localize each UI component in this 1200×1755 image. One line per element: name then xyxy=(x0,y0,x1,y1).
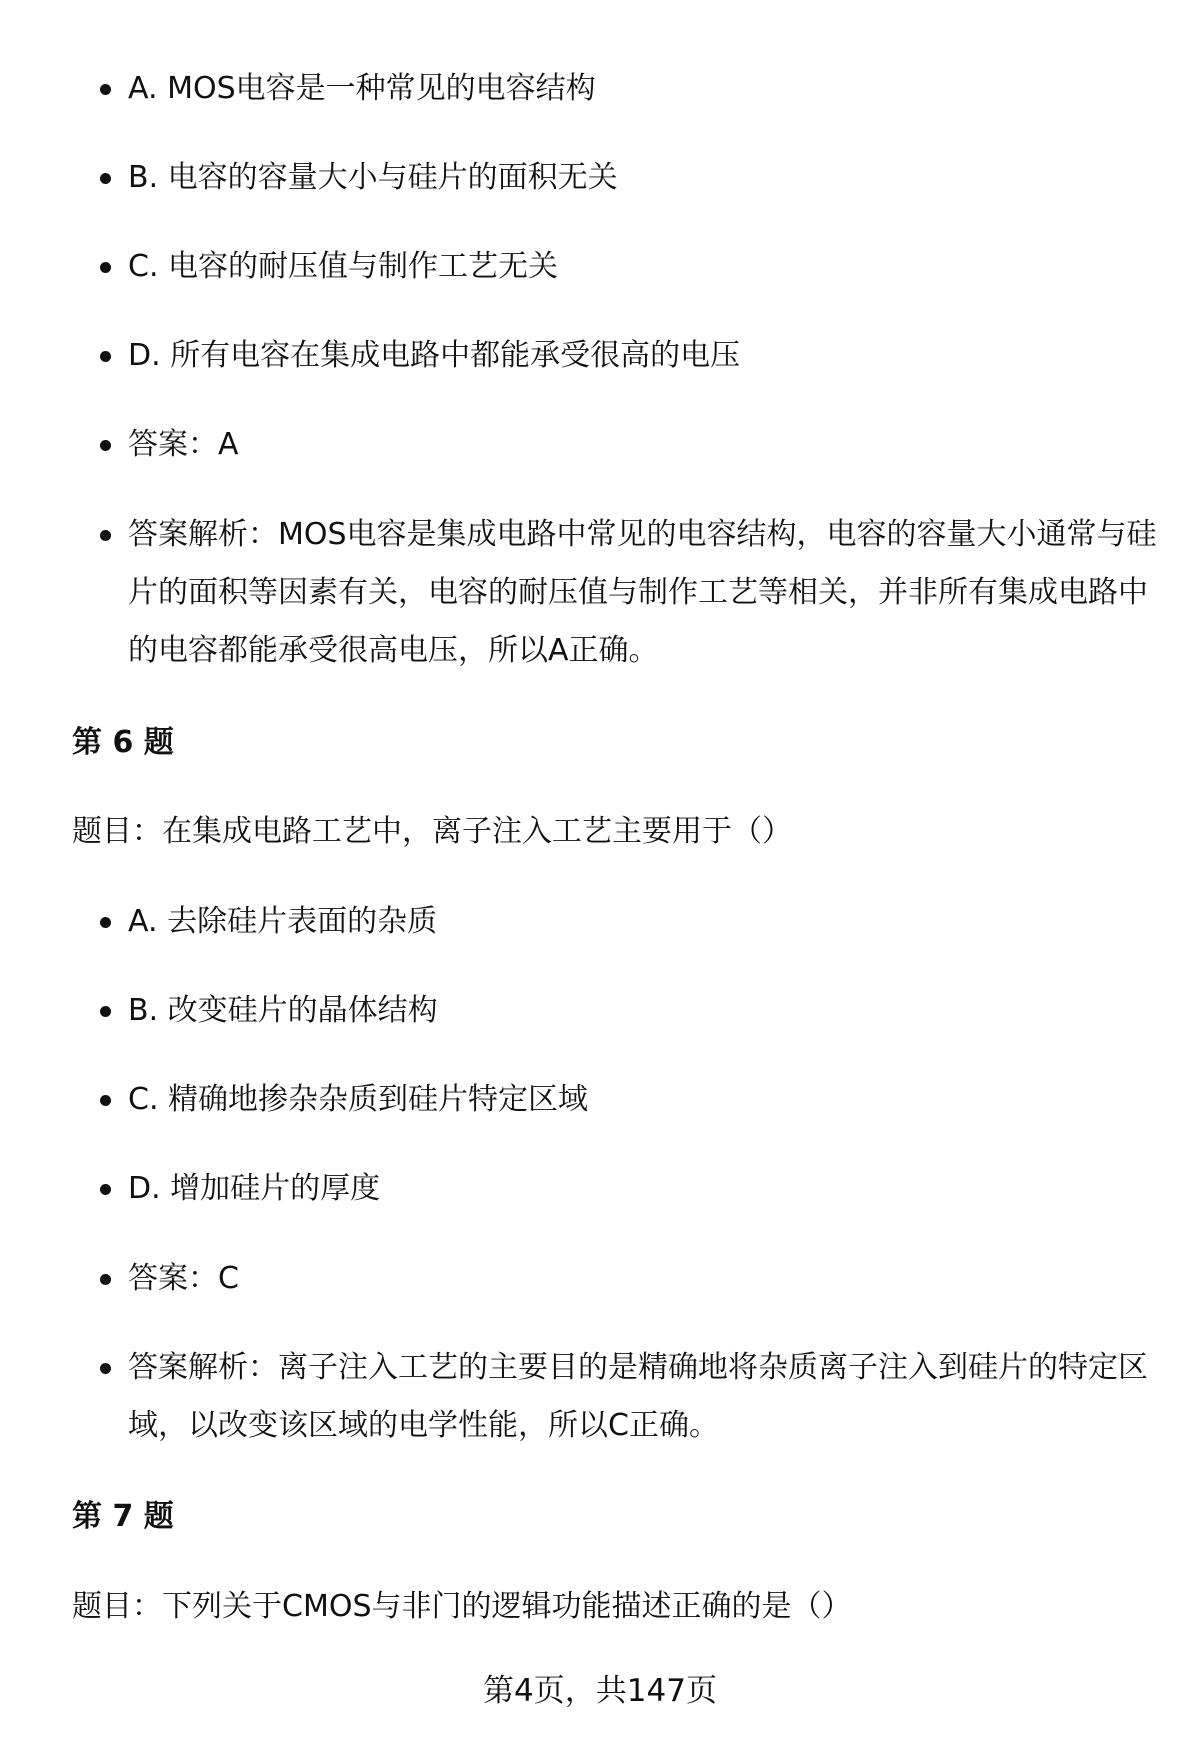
option-c xyxy=(128,1071,1158,1129)
explanation-text: 答案解析：离子注入工艺的主要目的是精确地将杂质离子注入到硅片的特定区域，以改变该区域的电学性能，所以C正确。 xyxy=(128,1350,1148,1443)
option-a xyxy=(128,893,1158,951)
bullet-icon xyxy=(100,917,111,928)
bullet-icon xyxy=(100,440,111,451)
bullet-icon xyxy=(100,173,111,184)
answer-text: 答案：C xyxy=(128,1261,239,1296)
bullet-icon xyxy=(100,1184,111,1195)
bullet-icon xyxy=(100,1363,111,1374)
option-d xyxy=(128,327,1158,385)
page-number: 第4页，共147页 xyxy=(483,1673,717,1709)
answer-text: 答案：A xyxy=(128,427,239,462)
bullet-icon xyxy=(100,351,111,362)
option-text: A. MOS电容是一种常见的电容结构 xyxy=(128,71,596,106)
bullet-icon xyxy=(100,84,111,95)
answer-explanation xyxy=(128,506,1158,680)
explanation-text: 答案解析：MOS电容是集成电路中常见的电容结构，电容的容量大小通常与硅片的面积等因素有关，电容的耐压值与制作工艺等相关，并非所有集成电路中的电容都能承受很高电压，所以A正确。 xyxy=(128,517,1157,668)
option-text: B. 改变硅片的晶体结构 xyxy=(128,993,438,1028)
option-d xyxy=(128,1160,1158,1218)
option-a xyxy=(128,60,1158,118)
bullet-icon xyxy=(100,1274,111,1285)
bullet-icon xyxy=(100,1095,111,1106)
option-text: C. 电容的耐压值与制作工艺无关 xyxy=(128,249,559,284)
option-c xyxy=(128,238,1158,296)
option-text: D. 增加硅片的厚度 xyxy=(128,1171,381,1206)
bullet-icon xyxy=(100,530,111,541)
option-text: D. 所有电容在集成电路中都能承受很高的电压 xyxy=(128,338,741,373)
question-text: 题目：在集成电路工艺中，离子注入工艺主要用于（） xyxy=(72,814,792,849)
bullet-icon xyxy=(100,1006,111,1017)
question-text: 题目：下列关于CMOS与非门的逻辑功能描述正确的是（） xyxy=(72,1589,852,1624)
option-text: A. 去除硅片表面的杂质 xyxy=(128,904,438,939)
answer xyxy=(128,416,1158,474)
answer xyxy=(128,1250,1158,1308)
question-heading: 第 7 题 xyxy=(72,1499,174,1534)
option-text: C. 精确地掺杂杂质到硅片特定区域 xyxy=(128,1082,589,1117)
question-heading: 第 6 题 xyxy=(72,725,174,760)
bullet-icon xyxy=(100,262,111,273)
answer-explanation xyxy=(128,1339,1158,1455)
option-b xyxy=(128,149,1158,207)
option-text: B. 电容的容量大小与硅片的面积无关 xyxy=(128,160,618,195)
option-b xyxy=(128,982,1158,1040)
